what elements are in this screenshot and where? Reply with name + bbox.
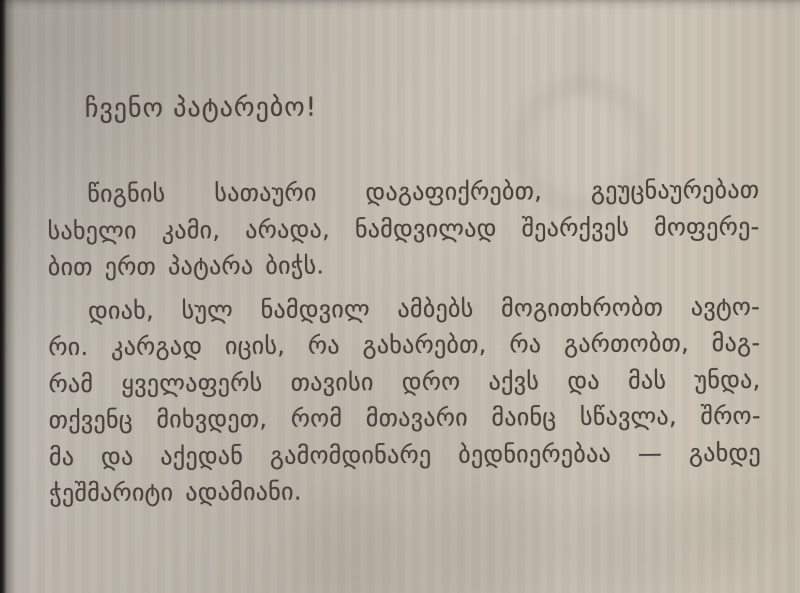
text-line: მა და აქედან გამომდინარე ბედნიერებაა — გახდე <box>48 438 762 471</box>
text-line: რამ ყველაფერს თავისი დრო აქვს და მას უნდა, <box>48 365 761 398</box>
text-line: სახელი კამი, არადა, ნამდვილად შეარქვეს მოფერე- <box>47 212 760 245</box>
paragraph <box>48 288 761 511</box>
paragraph <box>47 172 760 286</box>
text-line: დიახ, სულ ნამდვილ ამბებს მოგითხრობთ ავტო- <box>87 292 761 325</box>
text-line: ჭეშმარიტი ადამიანი. <box>49 477 302 508</box>
body-text <box>47 172 761 512</box>
text-line: რი. კარგად იცის, რა გახარებთ, რა გართობთ, მაგ- <box>48 328 761 362</box>
text-line: თქვენც მიხვდეთ, რომ მთავარი მაინც სწავლა, შრო- <box>48 401 761 435</box>
text-line: ბით ერთ პატარა ბიჭს. <box>47 251 325 282</box>
text-line: წიგნის სათაური დაგაფიქრებთ, გეუცნაურებათ <box>87 175 760 208</box>
page-heading: ჩვენო პატარებო! <box>84 92 318 124</box>
